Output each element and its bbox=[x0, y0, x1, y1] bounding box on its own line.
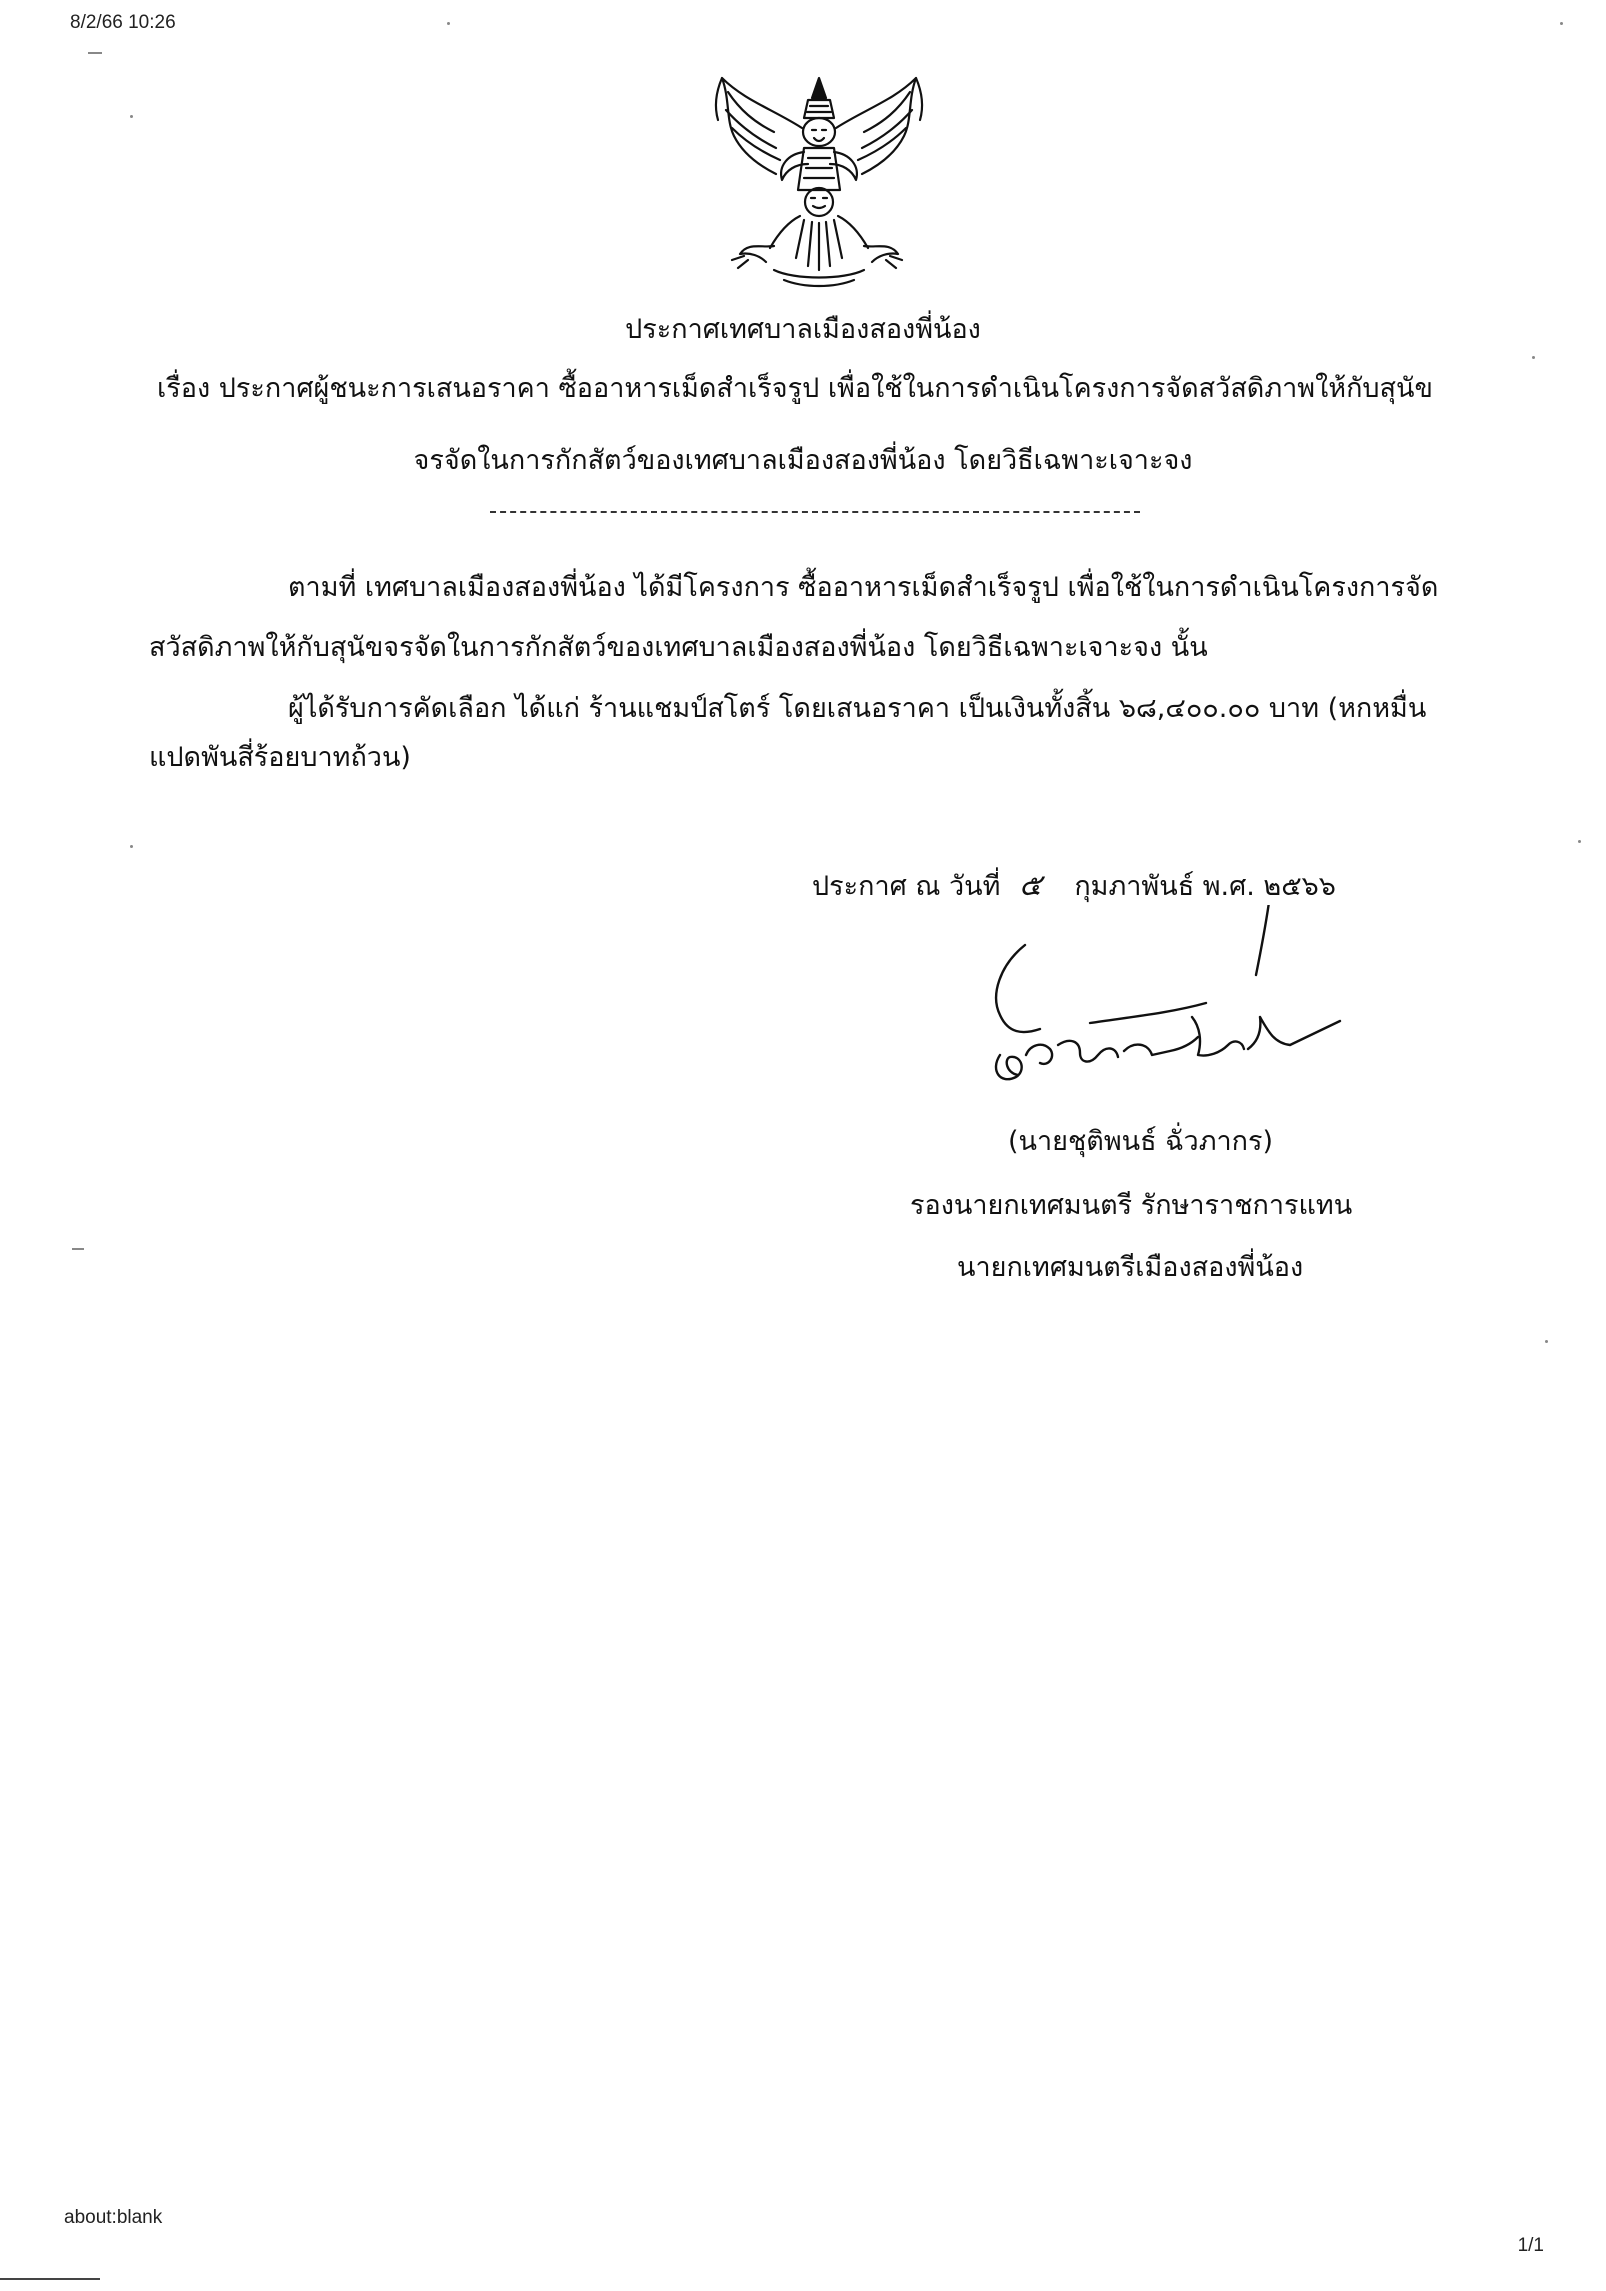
date-prefix: ประกาศ ณ วันที่ bbox=[812, 871, 1001, 902]
scan-speck bbox=[1532, 356, 1535, 359]
signer-position-line1: รองนายกเทศมนตรี รักษาราชการแทน bbox=[910, 1190, 1353, 1221]
print-footer-url: about:blank bbox=[64, 2207, 163, 2228]
date-day-handwritten: ๕ bbox=[1019, 868, 1042, 903]
body-para2-line1: ผู้ได้รับการคัดเลือก ได้แก่ ร้านแชมป์สโตร์ โดยเสนอราคา เป็นเงินทั้งสิ้น ๖๘,๔๐๐.๐๐ บาท (หกหมื่น bbox=[288, 693, 1427, 724]
separator-line bbox=[490, 511, 1140, 513]
scan-speck bbox=[1578, 840, 1581, 843]
scan-speck bbox=[130, 115, 133, 118]
announcement-subject-line1: เรื่อง ประกาศผู้ชนะการเสนอราคา ซื้ออาหารเม็ดสำเร็จรูป เพื่อใช้ในการดำเนินโครงการจัดสวัสดิภาพให้กับสุนัข bbox=[157, 373, 1433, 404]
body-para1-line1: ตามที่ เทศบาลเมืองสองพี่น้อง ได้มีโครงการ ซื้ออาหารเม็ดสำเร็จรูป เพื่อใช้ในการดำเนินโครงการจัด bbox=[288, 572, 1439, 603]
scan-speck bbox=[1560, 22, 1563, 25]
signer-name: (นายชุติพนธ์ ฉั่วภากร) bbox=[1008, 1126, 1274, 1157]
announcement-subject-line2: จรจัดในการกักสัตว์ของเทศบาลเมืองสองพี่น้อง โดยวิธีเฉพาะเจาะจง bbox=[413, 445, 1193, 476]
print-header-timestamp: 8/2/66 10:26 bbox=[70, 12, 176, 33]
announcement-date bbox=[812, 862, 1336, 909]
scan-mark bbox=[88, 52, 102, 54]
scan-speck bbox=[447, 22, 450, 25]
body-para1-line2: สวัสดิภาพให้กับสุนัขจรจัดในการกักสัตว์ของเทศบาลเมืองสองพี่น้อง โดยวิธีเฉพาะเจาะจง นั้น bbox=[149, 632, 1208, 663]
announcement-title: ประกาศเทศบาลเมืองสองพี่น้อง bbox=[625, 314, 981, 345]
garuda-emblem-icon bbox=[704, 70, 934, 295]
scan-speck bbox=[1545, 1340, 1548, 1343]
scan-mark bbox=[72, 1248, 84, 1250]
page-number: 1/1 bbox=[1517, 2235, 1544, 2256]
signer-position-line2: นายกเทศมนตรีเมืองสองพี่น้อง bbox=[957, 1252, 1304, 1283]
handwritten-signature bbox=[930, 905, 1350, 1105]
footer-rule bbox=[0, 2278, 100, 2280]
scan-speck bbox=[130, 845, 133, 848]
body-para2-line2: แปดพันสี่ร้อยบาทถ้วน) bbox=[149, 742, 411, 773]
date-month-year: กุมภาพันธ์ พ.ศ. ๒๕๖๖ bbox=[1074, 871, 1336, 902]
